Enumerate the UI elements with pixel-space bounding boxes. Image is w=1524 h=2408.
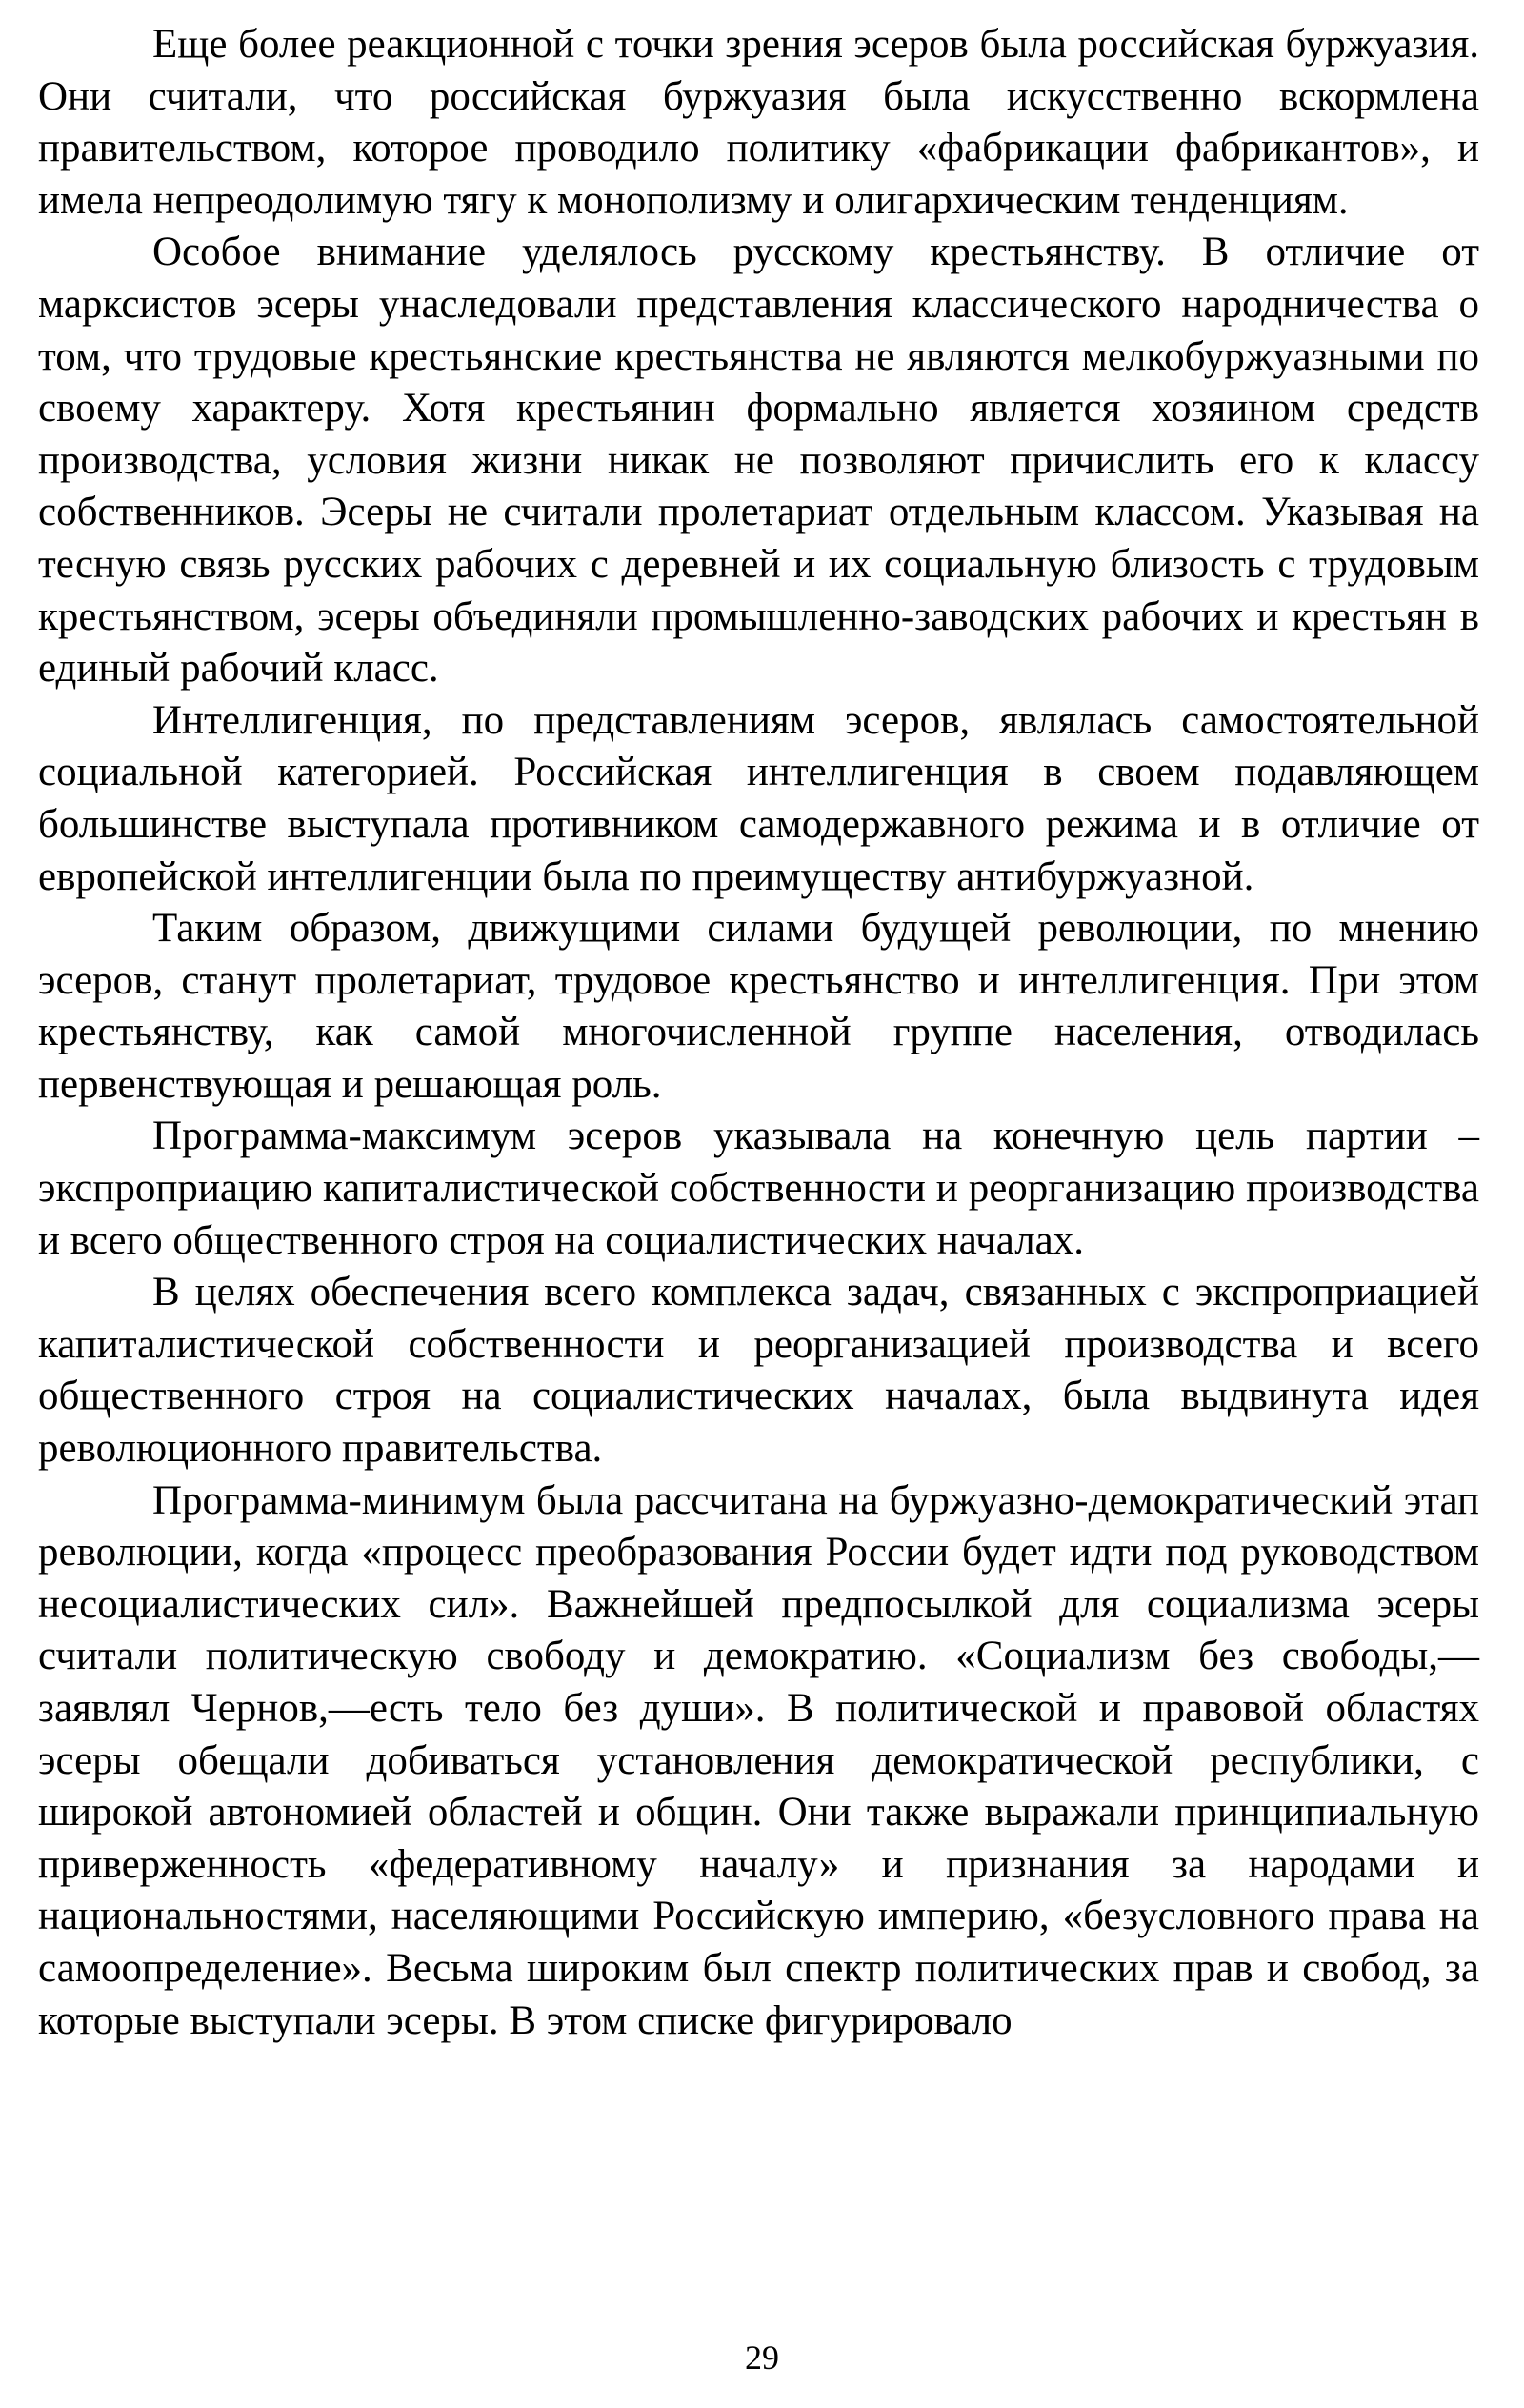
paragraph-intelligentsia: Интеллигенция, по представлениям эсеров, являлась самостоятельной социальной категорией. Российская интеллигенция в своем подавляющем большинстве выступала противником самодержавного режима и в отличие от европейской интеллигенции была по преимуществу антибуржуазной. [38,697,1479,899]
body-text [38,19,1479,2047]
paragraph-driving-forces: Таким образом, движущими силами будущей революции, по мнению эсеров, станут пролетариат, трудовое крестьянство и интеллигенция. При этом крестьянству, как самой многочисленной группе населения, отводилась первенствующая и решающая роль. [38,906,1479,1107]
page-number: 29 [745,2338,779,2377]
paragraph-minimum-program: Программа-минимум была рассчитана на буржуазно-демократический этап революции, когда «процесс преобразования России будет идти под руководством несоциалистических сил». Важнейшей предпосылкой для социализма эсеры считали политическую свободу и демократию. «Социализм без свободы,—заявлял Чернов,—есть тело без души». В политической и правовой областях эсеры обещали добиваться установления демократической республики, с широкой автономией областей и общин. Они также выражали принципиальную приверженность «федеративному началу» и признания за народами и национальностями, населяющими Российскую империю, «безусловного права на самоопределение». Весьма широким был спектр политических прав и свобод, за которые выступали эсеры. В этом списке фигурировало [38,1477,1479,2043]
paragraph-revolutionary-government: В целях обеспечения всего комплекса задач, связанных с экспроприацией капиталистической собственности и реорганизацией производства и всего общественного строя на социалистических началах, была выдвинута идея революционного правительства. [38,1270,1479,1472]
paragraph-maximum-program: Программа-максимум эсеров указывала на конечную цель партии – экспроприацию капиталистической собственности и реорганизацию производства и всего общественного строя на социалистических началах. [38,1114,1479,1263]
paragraph-bourgeoisie: Еще более реакционной с точки зрения эсеров была российская буржуазия. Они считали, что российская буржуазия была искусственно вскормлена правительством, которое проводило политику «фабрикации фабрикантов», и имела непреодолимую тягу к монополизму и олигархическим тенденциям. [38,22,1479,223]
paragraph-peasantry: Особое внимание уделялось русскому крестьянству. В отличие от марксистов эсеры унаследовали представления классического народничества о том, что трудовые крестьянские крестьянства не являются мелкобуржуазными по своему характеру. Хотя крестьянин формально является хозяином средств производства, условия жизни никак не позволяют причислить его к классу собственников. Эсеры не считали пролетариат отдельным классом. Указывая на тесную связь русских рабочих с деревней и их социальную близость с трудовым крестьянством, эсеры объединяли промышленно-заводских рабочих и крестьян в единый рабочий класс. [38,230,1479,692]
